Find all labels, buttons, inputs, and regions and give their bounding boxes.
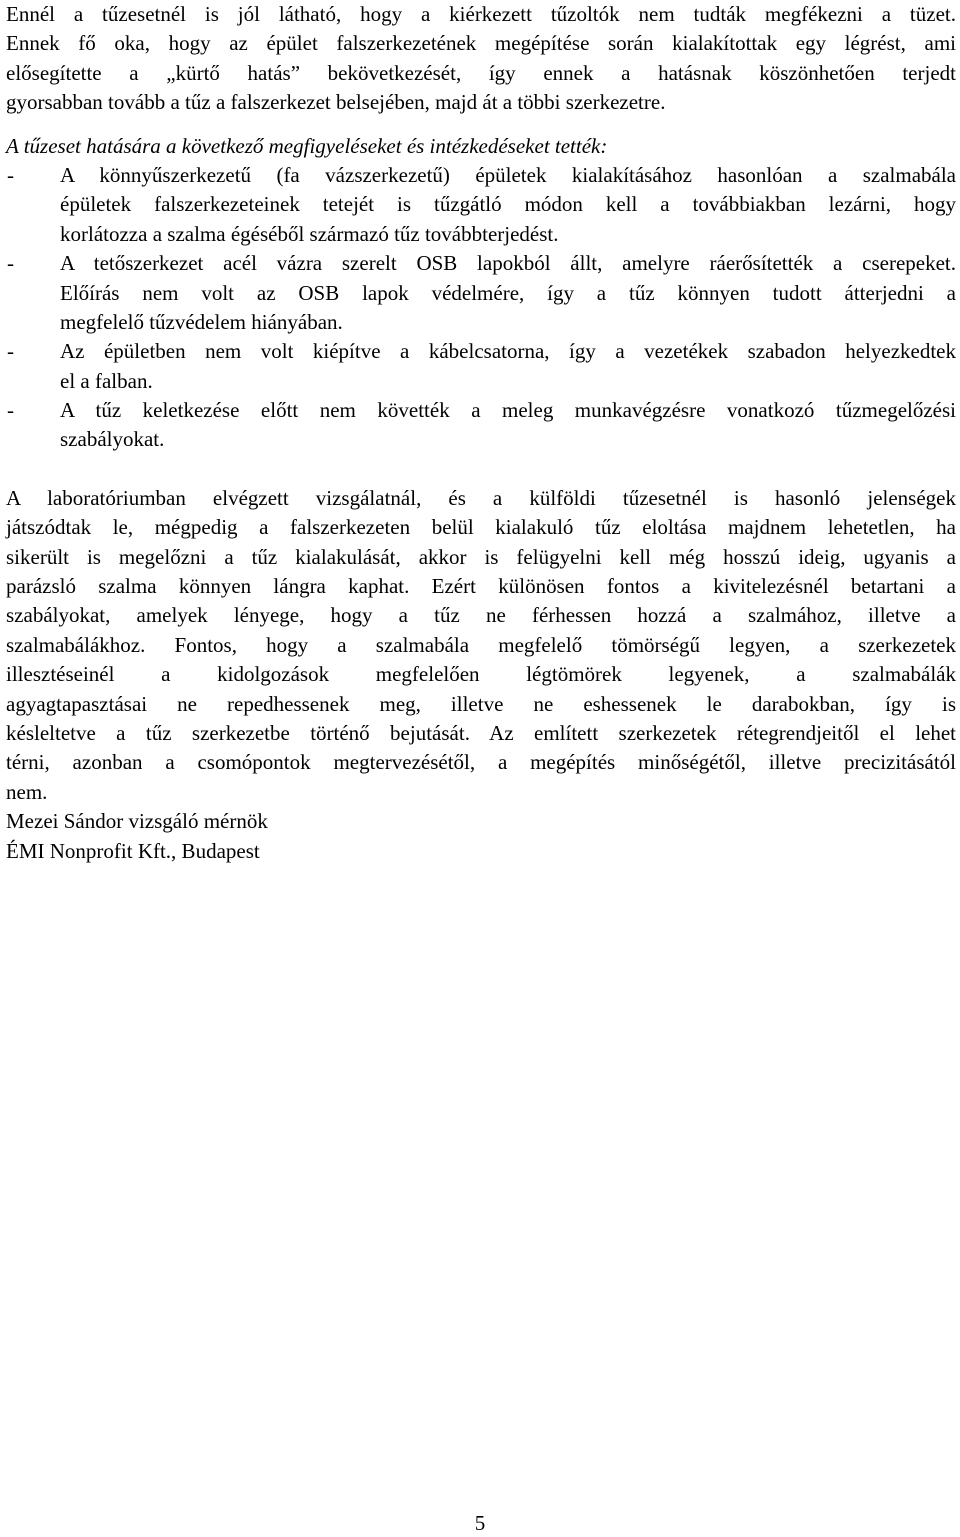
text-line: sikerült is megelőzni a tűz kialakulását, akkor is felügyelni kell még hosszú ideig, ugyanis a	[6, 544, 956, 569]
text-line: épületek falszerkezeteinek tetejét is tűzgátló módon kell a továbbiakban lezárni, hogy	[60, 192, 956, 217]
text-line: gyorsabban tovább a tűz a falszerkezet belsejében, majd át a többi szerkezetre.	[6, 90, 666, 115]
dash-bullet: -	[7, 162, 14, 187]
text-line: parázsló szalma könnyen lángra kaphat. Ezért különösen fontos a kivitelezésnél betartani a	[6, 574, 956, 599]
text-line: szabályokat, amelyek lényege, hogy a tűz ne férhessen hozzá a szalmához, illetve a	[6, 603, 956, 628]
text-line: A tűz keletkezése előtt nem követték a meleg munkavégzésre vonatkozó tűzmegelőzési	[60, 398, 956, 423]
text-line: szalmabálákhoz. Fontos, hogy a szalmabála megfelelő tömörségű legyen, a szerkezetek	[6, 632, 956, 657]
list-item	[6, 337, 956, 396]
author-organization: ÉMI Nonprofit Kft., Budapest	[6, 838, 260, 863]
text-line: megfelelő tűzvédelem hiányában.	[60, 309, 343, 334]
text-line: szabályokat.	[60, 427, 165, 452]
text-line: Ennek fő oka, hogy az épület falszerkezetének megépítése során kialakítottak egy légrést, ami	[6, 31, 956, 56]
text-line: korlátozza a szalma égéséből származó tűz továbbterjedést.	[60, 221, 559, 246]
text-line: agyagtapasztásai ne repedhessenek meg, illetve ne eshessenek le darabokban, így is	[6, 691, 956, 716]
text-line: játszódtak le, mégpedig a falszerkezeten belül kialakuló tűz eloltása majdnem lehetetlen, ha	[6, 515, 956, 540]
dash-bullet: -	[7, 339, 14, 364]
text-line: nem.	[6, 779, 48, 804]
text-line: késleltetve a tűz szerkezetbe történő bejutását. Az említett szerkezetek rétegrendjeitől el lehet	[6, 720, 956, 745]
list-item	[6, 161, 956, 249]
observations-intro: A tűzeset hatására a következő megfigyeléseket és intézkedéseket tették:	[6, 133, 608, 158]
page-number: 5	[474, 1511, 486, 1535]
text-line: A tetőszerkezet acél vázra szerelt OSB lapokból állt, amelyre ráerősítették a cserepeket.	[60, 251, 956, 276]
document-page	[6, 0, 956, 866]
text-line: A könnyűszerkezetű (fa vázszerkezetű) épületek kialakításához hasonlóan a szalmabála	[60, 162, 956, 187]
text-line: illesztéseinél a kidolgozások megfelelően légtömörek legyenek, a szalmabálák	[6, 662, 956, 687]
text-line: elősegítette a „kürtő hatás” bekövetkezését, így ennek a hatásnak köszönhetően terjedt	[6, 60, 956, 85]
dash-bullet: -	[7, 251, 14, 276]
paragraph-laboratory	[6, 484, 956, 807]
dash-bullet: -	[7, 398, 14, 423]
text-line: térni, azonban a csomópontok megtervezésétől, a megépítés minőségétől, illetve precizitásától	[6, 750, 956, 775]
text-line: Az épületben nem volt kiépítve a kábelcsatorna, így a vezetékek szabadon helyezkedtek	[60, 339, 956, 364]
author-name: Mezei Sándor vizsgáló mérnök	[6, 809, 268, 834]
text-line: Ennél a tűzesetnél is jól látható, hogy a kiérkezett tűzoltók nem tudták megfékezni a tüzet.	[6, 2, 956, 26]
observations-list	[6, 161, 956, 455]
paragraph-fire-spread	[6, 0, 956, 118]
list-item	[6, 249, 956, 337]
list-item	[6, 396, 956, 455]
text-line: el a falban.	[60, 368, 153, 393]
signature-block	[6, 807, 956, 866]
text-line: A laboratóriumban elvégzett vizsgálatnál, és a külföldi tűzesetnél is hasonló jelenségek	[6, 485, 956, 510]
text-line: Előírás nem volt az OSB lapok védelmére, így a tűz könnyen tudott átterjedni a	[60, 280, 956, 305]
